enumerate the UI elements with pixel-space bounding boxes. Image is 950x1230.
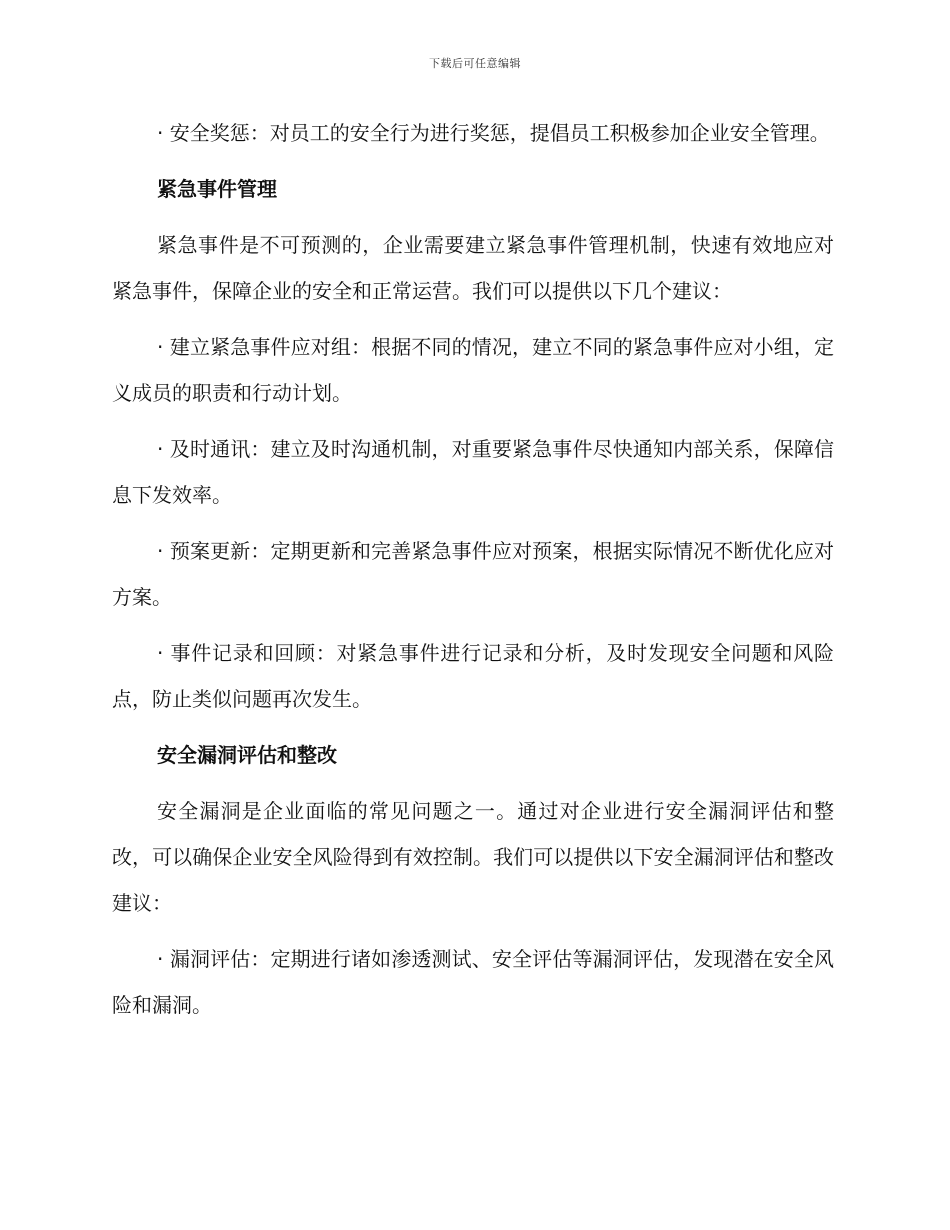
section-heading-vulnerability: 安全漏洞评估和整改	[157, 743, 337, 767]
bullet-timely-communication: · 及时通讯：建立及时沟通机制，对重要紧急事件尽快通知内部关系，保障信息下发效率。	[112, 437, 834, 507]
bullet-emergency-team: · 建立紧急事件应对组：根据不同的情况，建立不同的紧急事件应对小组，定义成员的职责和行动计划。	[112, 335, 834, 405]
bullet-vulnerability-assessment: · 漏洞评估：定期进行诸如渗透测试、安全评估等漏洞评估，发现潜在安全风险和漏洞。	[112, 947, 834, 1017]
header-note: 下载后可任意编辑	[429, 57, 521, 70]
bullet-plan-update: · 预案更新：定期更新和完善紧急事件应对预案，根据实际情况不断优化应对方案。	[112, 539, 834, 609]
paragraph-emergency-intro: 紧急事件是不可预测的，企业需要建立紧急事件管理机制，快速有效地应对紧急事件，保障企业的安全和正常运营。我们可以提供以下几个建议：	[112, 233, 834, 303]
document-body	[112, 110, 834, 1038]
bullet-safety-rewards: · 安全奖惩：对员工的安全行为进行奖惩，提倡员工积极参加企业安全管理。	[157, 121, 830, 145]
paragraph-vulnerability-intro: 安全漏洞是企业面临的常见问题之一。通过对企业进行安全漏洞评估和整改，可以确保企业安全风险得到有效控制。我们可以提供以下安全漏洞评估和整改建议：	[112, 799, 834, 915]
section-heading-emergency: 紧急事件管理	[157, 177, 277, 201]
bullet-event-record: · 事件记录和回顾：对紧急事件进行记录和分析，及时发现安全问题和风险点，防止类似问题再次发生。	[112, 641, 834, 711]
